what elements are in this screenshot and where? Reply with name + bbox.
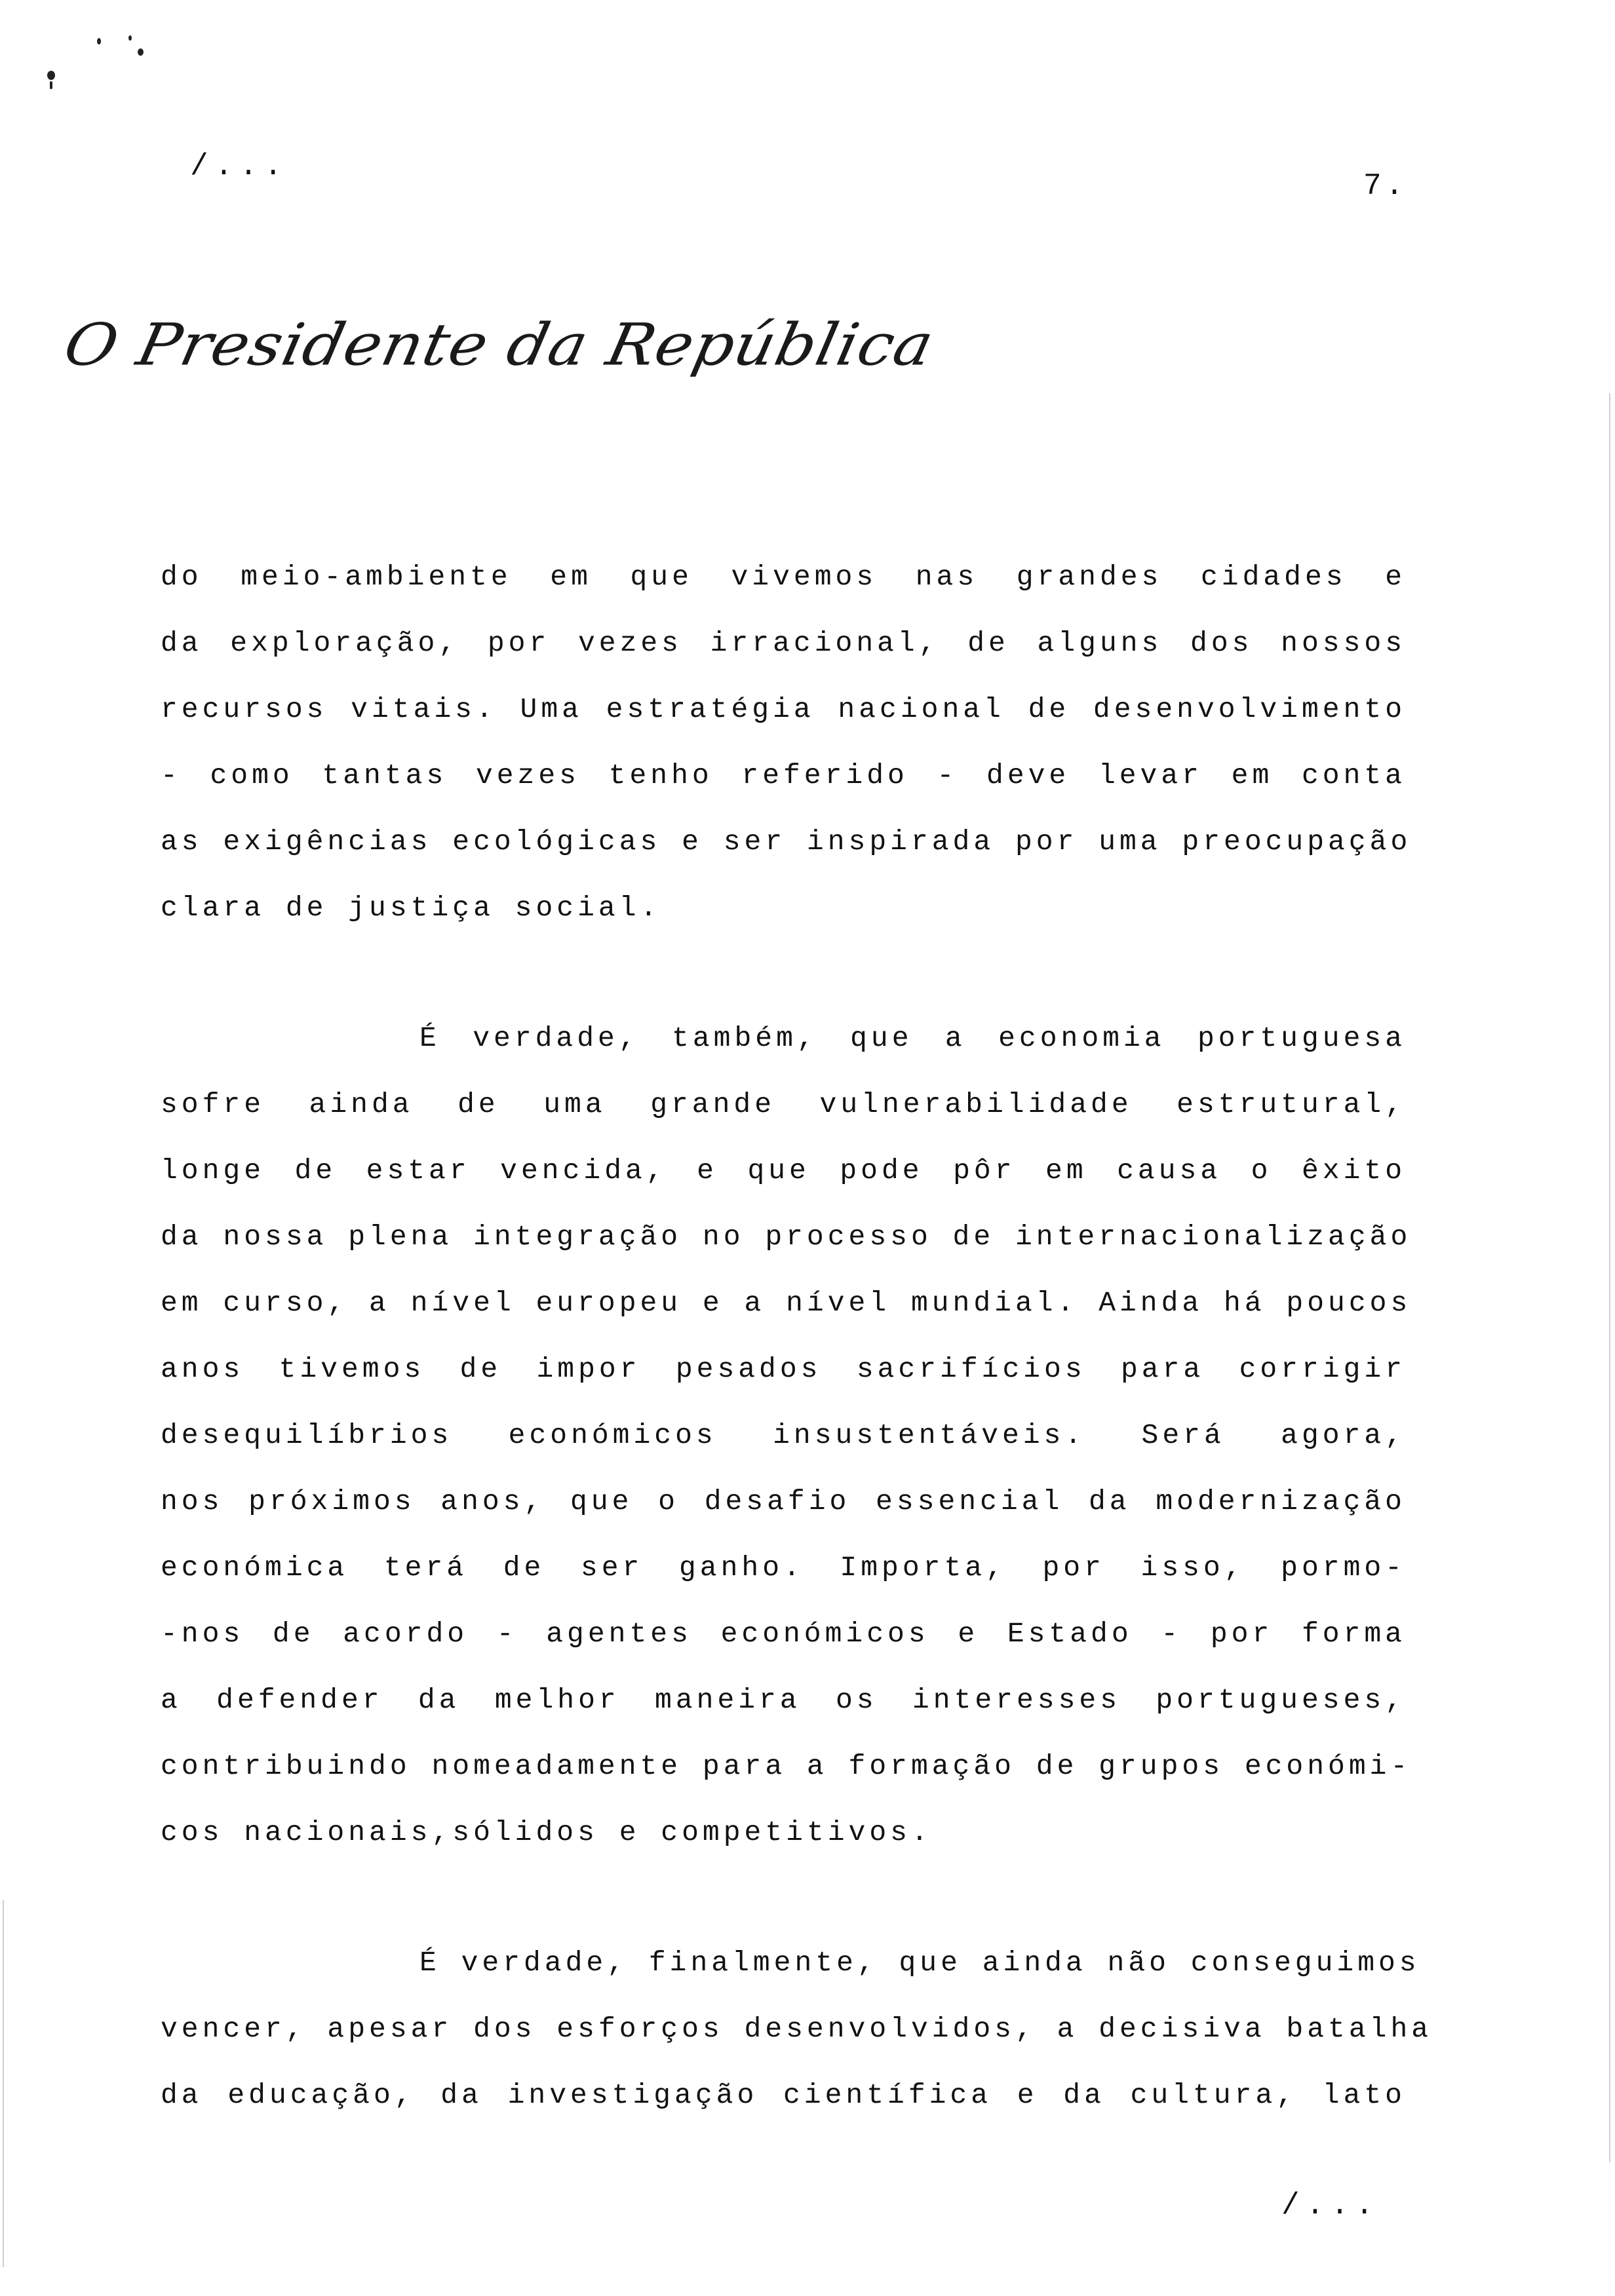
continuation-mark-top: /... xyxy=(190,149,289,183)
scan-speck xyxy=(50,81,52,89)
text-line: nos próximos anos, que o desafio essencial da modernização xyxy=(161,1485,1406,1518)
text-line: clara de justiça social. xyxy=(161,892,661,924)
text-line: as exigências ecológicas e ser inspirada por uma preocupação xyxy=(161,826,1412,858)
paragraph-2 xyxy=(161,1005,1412,1866)
text-line: É verdade, também, que a economia portuguesa xyxy=(419,1022,1406,1054)
text-line: anos tivemos de impor pesados sacrifícios para corrigir xyxy=(161,1353,1406,1385)
text-line: em curso, a nível europeu e a nível mundial. Ainda há poucos xyxy=(161,1287,1412,1319)
text-line: do meio-ambiente em que vivemos nas grandes cidades e xyxy=(161,561,1406,593)
text-line: recursos vitais. Uma estratégia nacional de desenvolvimento xyxy=(161,693,1406,725)
body-text xyxy=(161,544,1433,2128)
paragraph-1 xyxy=(161,544,1412,941)
text-line: - como tantas vezes tenho referido - deve levar em conta xyxy=(161,759,1406,792)
text-line: contribuindo nomeadamente para a formação de grupos económi- xyxy=(161,1750,1412,1782)
scan-speck xyxy=(128,35,132,41)
text-line: da educação, da investigação científica e da cultura, lato xyxy=(161,2079,1406,2111)
scan-speck xyxy=(138,48,144,56)
text-line: sofre ainda de uma grande vulnerabilidade estrutural, xyxy=(161,1088,1406,1120)
letterhead-title: O Presidente da República xyxy=(58,311,940,379)
text-line: É verdade, finalmente, que ainda não conseguimos xyxy=(419,1947,1420,1979)
text-line: a defender da melhor maneira os interesses portugueses, xyxy=(161,1684,1406,1716)
scan-edge-line xyxy=(3,1900,4,2267)
text-line: cos nacionais,sólidos e competitivos. xyxy=(161,1816,932,1848)
text-line: económica terá de ser ganho. Importa, por isso, pormo- xyxy=(161,1552,1406,1584)
scan-speck xyxy=(97,38,101,45)
text-line: da exploração, por vezes irracional, de alguns dos nossos xyxy=(161,627,1406,659)
continuation-mark-bottom: /... xyxy=(1281,2189,1380,2223)
scan-speck xyxy=(47,71,55,80)
page-number: 7. xyxy=(1363,169,1408,203)
scan-edge-line xyxy=(1609,393,1610,2162)
text-line: da nossa plena integração no processo de internacionalização xyxy=(161,1221,1412,1253)
text-line: longe de estar vencida, e que pode pôr em causa o êxito xyxy=(161,1155,1406,1187)
text-line: desequilíbrios económicos insustentáveis. Será agora, xyxy=(161,1419,1406,1451)
paragraph-3 xyxy=(161,1930,1433,2128)
text-line: -nos de acordo - agentes económicos e Estado - por forma xyxy=(161,1618,1406,1650)
letterhead xyxy=(58,308,940,400)
text-line: vencer, apesar dos esforços desenvolvidos, a decisiva batalha xyxy=(161,2013,1433,2045)
